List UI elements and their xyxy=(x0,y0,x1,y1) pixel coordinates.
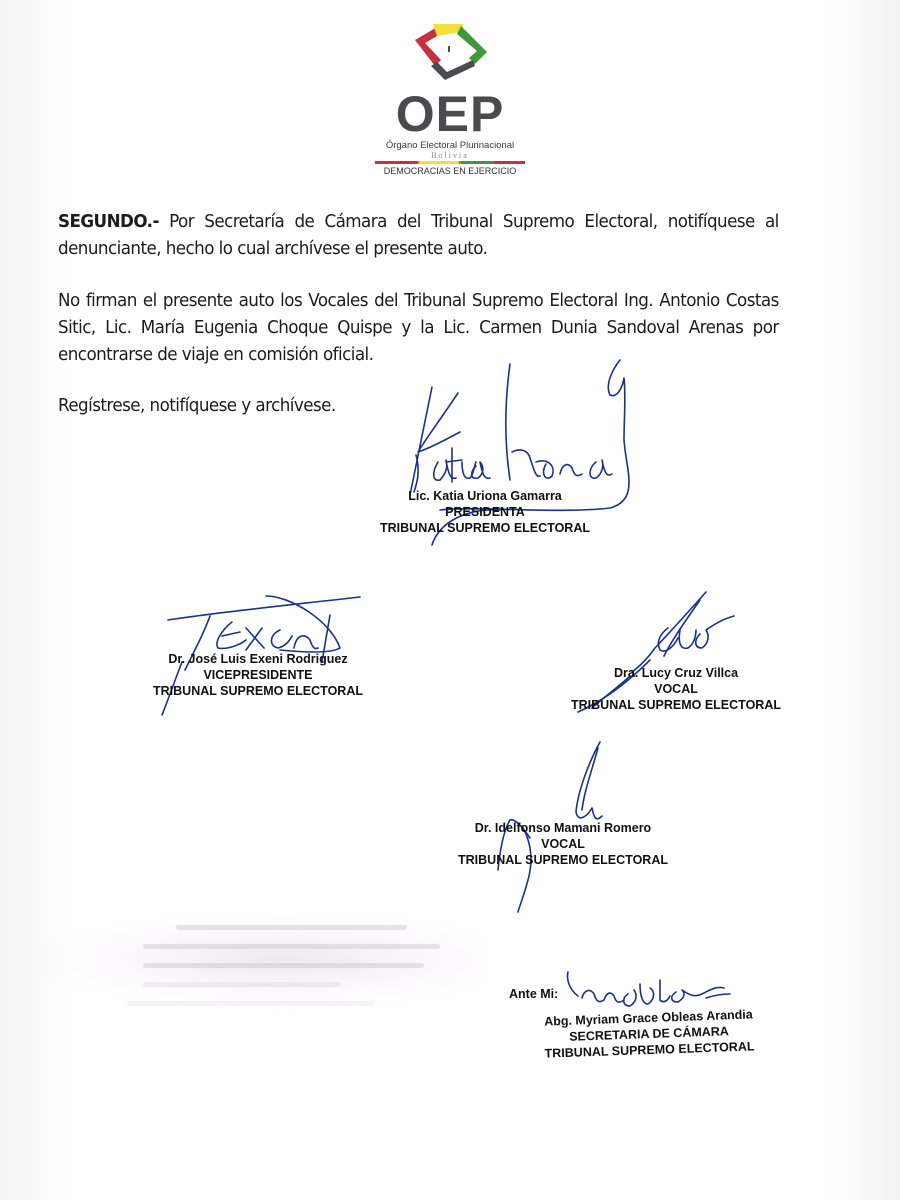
signatory-role: PRESIDENTA xyxy=(445,505,525,519)
signatory-name: Dra. Lucy Cruz Villca xyxy=(613,666,739,680)
logo-motto: DEMOCRACIAS EN EJERCICIO xyxy=(383,166,517,176)
signatory-organization: TRIBUNAL SUPREMO ELECTORAL xyxy=(571,698,781,712)
signature-block-vicepresidente xyxy=(150,651,366,699)
oep-logo xyxy=(370,22,530,176)
signatory-name: Lic. Katia Uriona Gamarra xyxy=(408,489,562,503)
logo-flag-stripe xyxy=(375,161,525,164)
paragraph-lead: SEGUNDO.- xyxy=(58,211,159,232)
signatory-organization: TRIBUNAL SUPREMO ELECTORAL xyxy=(153,684,363,698)
signatory-organization: TRIBUNAL SUPREMO ELECTORAL xyxy=(458,853,668,867)
logo-acronym: OEP xyxy=(395,86,505,142)
signatory-role: VOCAL xyxy=(541,837,585,851)
signatory-name: Abg. Myriam Grace Obleas Arandia xyxy=(543,1007,753,1029)
paragraph-segundo xyxy=(58,208,779,262)
logo-country: Bolivia xyxy=(431,151,469,160)
signatory-name: Dr. Idelfonso Mamani Romero xyxy=(474,821,652,835)
signatory-name: Dr. José Luis Exeni Rodriguez xyxy=(168,652,348,666)
signature-block-secretaria xyxy=(529,1006,769,1062)
signature-block-vocal-lucy-cruz xyxy=(570,665,782,713)
paragraph-absent-members: No firman el presente auto los Vocales del Tribunal Supremo Electoral Ing. Antonio Costas Sitic, Lic. María Eugenia Choque Quispe y la Lic. Carmen Dunia Sandoval Arenas por encontrarse de viaje en comisión oficial. xyxy=(58,290,779,365)
signature-block-vocal-idelfonso-mamani xyxy=(455,820,671,868)
logo-organization-name: Órgano Electoral Plurinacional xyxy=(385,140,515,151)
signatory-role: VOCAL xyxy=(654,682,698,696)
signatory-role: VICEPRESIDENTE xyxy=(203,668,313,682)
signatory-organization: TRIBUNAL SUPREMO ELECTORAL xyxy=(380,521,590,535)
bleed-through-text xyxy=(110,925,440,1020)
attestation-label: Ante Mi: xyxy=(509,987,559,1001)
paragraph-text: Por Secretaría de Cámara del Tribunal Supremo Electoral, notifíquese al denunciante, hecho lo cual archívese el presente auto. xyxy=(58,211,779,259)
oep-emblem-icon xyxy=(395,22,505,88)
paragraph-closing: Regístrese, notifíquese y archívese. xyxy=(58,395,336,416)
signature-block-presidenta xyxy=(378,488,592,536)
signatory-organization: TRIBUNAL SUPREMO ELECTORAL xyxy=(544,1039,755,1061)
signatory-role: SECRETARIA DE CÁMARA xyxy=(568,1024,730,1044)
